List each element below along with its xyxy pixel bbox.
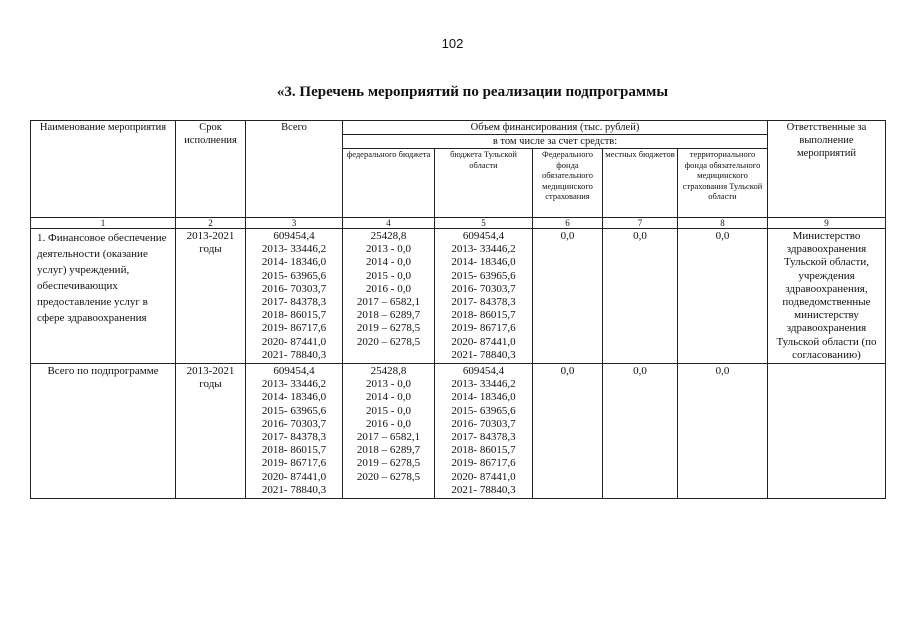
column-number: 2 xyxy=(176,218,246,229)
measure-responsible: Министерство здравоохранения Тульской области, учреждения здравоохранения, подведомственные министерству здравоохранения Тульской области (по согласованию) xyxy=(768,229,886,364)
table-row xyxy=(31,229,886,364)
header-total: Всего xyxy=(246,121,343,218)
measure-tfoms: 0,0 xyxy=(678,229,768,364)
total-federal: 25428,8 2013 - 0,0 2014 - 0,0 2015 - 0,0 2016 - 0,0 2017 – 6582,1 2018 – 6289,7 2019 – 6278,5 2020 – 6278,5 xyxy=(343,364,435,499)
column-number: 7 xyxy=(603,218,678,229)
page-title: «3. Перечень мероприятий по реализации подпрограммы xyxy=(276,84,669,100)
column-number: 8 xyxy=(678,218,768,229)
page-number: 102 xyxy=(441,36,464,51)
total-local: 0,0 xyxy=(603,364,678,499)
total-regional: 609454,4 2013- 33446,2 2014- 18346,0 2015- 63965,6 2016- 70303,7 2017- 84378,3 2018- 86015,7 2019- 86717,6 2020- 87441,0 2021- 78840,3 xyxy=(435,364,533,499)
measure-name: 1. Финансовое обеспечение деятельности (оказание услуг) учреждений, обеспечивающих предоставление услуг в сфере здравоохранения xyxy=(31,229,176,364)
measure-ffoms: 0,0 xyxy=(533,229,603,364)
measure-local: 0,0 xyxy=(603,229,678,364)
header-row-1 xyxy=(31,121,886,135)
column-number: 9 xyxy=(768,218,886,229)
total-total: 609454,4 2013- 33446,2 2014- 18346,0 2015- 63965,6 2016- 70303,7 2017- 84378,3 2018- 86015,7 2019- 86717,6 2020- 87441,0 2021- 78840,3 xyxy=(246,364,343,499)
header-tfoms: территориального фонда обязательного медицинского страхования Тульской области xyxy=(678,149,768,218)
header-financing: Объем финансирования (тыс. рублей) xyxy=(343,121,768,135)
column-number: 6 xyxy=(533,218,603,229)
total-responsible xyxy=(768,364,886,499)
header-name: Наименование мероприятия xyxy=(31,121,176,218)
measure-regional: 609454,4 2013- 33446,2 2014- 18346,0 2015- 63965,6 2016- 70303,7 2017- 84378,3 2018- 86015,7 2019- 86717,6 2020- 87441,0 2021- 78840,3 xyxy=(435,229,533,364)
total-name: Всего по подпрограмме xyxy=(31,364,176,499)
measure-total: 609454,4 2013- 33446,2 2014- 18346,0 2015- 63965,6 2016- 70303,7 2017- 84378,3 2018- 86015,7 2019- 86717,6 2020- 87441,0 2021- 78840,3 xyxy=(246,229,343,364)
header-local: местных бюджетов xyxy=(603,149,678,218)
column-numbers-row xyxy=(31,218,886,229)
header-regional: бюджета Тульской области xyxy=(435,149,533,218)
total-term: 2013-2021 годы xyxy=(176,364,246,499)
total-ffoms: 0,0 xyxy=(533,364,603,499)
header-responsible: Ответственные за выполнение мероприятий xyxy=(768,121,886,218)
header-ffoms: Федерального фонда обязательного медицинского страхования xyxy=(533,149,603,218)
table-row-total xyxy=(31,364,886,499)
measure-federal: 25428,8 2013 - 0,0 2014 - 0,0 2015 - 0,0 2016 - 0,0 2017 – 6582,1 2018 – 6289,7 2019 – 6278,5 2020 – 6278,5 xyxy=(343,229,435,364)
measures-table xyxy=(30,120,886,499)
total-tfoms: 0,0 xyxy=(678,364,768,499)
header-federal: федерального бюджета xyxy=(343,149,435,218)
column-number: 3 xyxy=(246,218,343,229)
measure-term: 2013-2021 годы xyxy=(176,229,246,364)
column-number: 1 xyxy=(31,218,176,229)
header-including: в том числе за счет средств: xyxy=(343,135,768,149)
header-term: Срок исполнения xyxy=(176,121,246,218)
column-number: 4 xyxy=(343,218,435,229)
column-number: 5 xyxy=(435,218,533,229)
